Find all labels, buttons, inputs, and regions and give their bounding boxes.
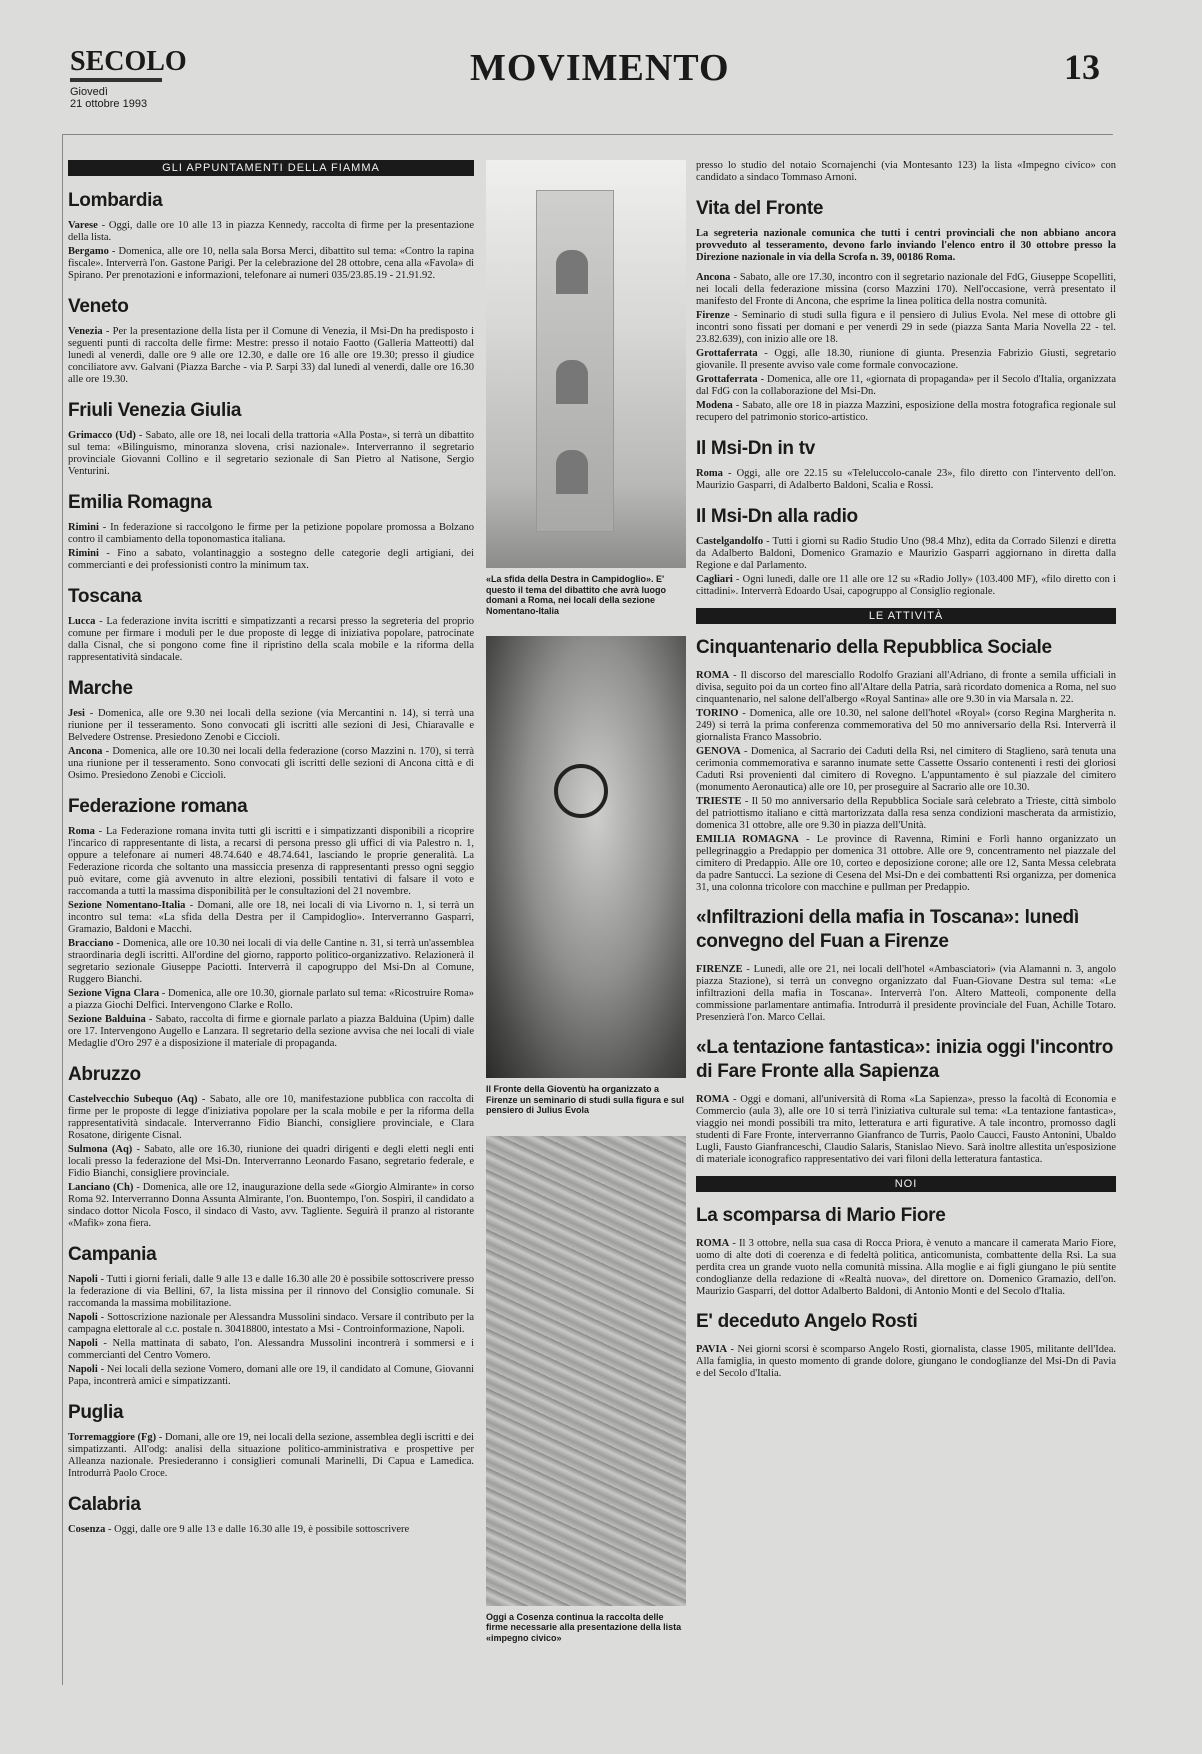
notice-paragraph [696, 834, 1116, 894]
section-heading: «La tentazione fantastica»: inizia oggi l'incontro di Fare Fronte alla Sapienza [696, 1037, 1114, 1082]
notice-paragraph [68, 988, 474, 1012]
notice-paragraph [68, 616, 474, 664]
section-heading: Il Msi-Dn alla radio [696, 506, 858, 527]
notice-text: - Sabato, alle ore 18, nei locali della trattoria «Alla Posta», si terrà un dibattito sul tema: «Bilinguismo, minoranza slovena, crisi nazionale». Interverranno il segretario provinciale Giovanni Collino e il segretario sezionale di San Pietro al Natisone, Sergio Venturini. [68, 430, 474, 477]
notice-paragraph [696, 1238, 1116, 1298]
notice-text: - Sabato, alle ore 10, manifestazione pubblica con raccolta di firme per le proposte di legge d'iniziativa popolare per la scala mobile e per la riforma della rappresentatività sindacale. Interverranno Fidio Bianchi, consigliere provinciale, e Clara Rosatone, dirigente Cisnal. [68, 1094, 474, 1141]
notice-paragraph [68, 708, 474, 744]
notice-paragraph [68, 938, 474, 986]
notice-paragraph [68, 1182, 474, 1230]
notice-lead: Cagliari [696, 574, 733, 585]
notice-lead: Rimini [68, 522, 99, 533]
notice-text: - In federazione si raccolgono le firme per la petizione popolare promossa a Bolzano contro il cambiamento della toponomastica italiana. [68, 522, 474, 545]
notice-lead: Ancona [68, 746, 103, 757]
page-number: 13 [1064, 47, 1100, 87]
appointments-banner: GLI APPUNTAMENTI DELLA FIAMMA [68, 160, 474, 176]
section-heading: Toscana [68, 586, 142, 607]
notice-paragraph [696, 468, 1116, 492]
column-photos [486, 160, 686, 1680]
notice-lead: Lanciano (Ch) [68, 1182, 134, 1193]
notice-paragraph [68, 1094, 474, 1142]
portrait-photo [486, 636, 686, 1078]
notice-lead: Roma [68, 826, 95, 837]
activities-body [696, 636, 1116, 1166]
notice-lead: Grimacco (Ud) [68, 430, 136, 441]
building-photo [486, 160, 686, 568]
notice-paragraph [68, 1364, 474, 1388]
notice-paragraph [696, 374, 1116, 398]
notice-paragraph [696, 708, 1116, 744]
notice-lead: Roma [696, 468, 723, 479]
notice-lead: Napoli [68, 1364, 98, 1375]
eyeglasses-shape [554, 764, 608, 818]
notice-paragraph [696, 670, 1116, 706]
notice-text: - Oggi, alle 18.30, riunione di giunta. Presenzia Fabrizio Giusti, segretario giovanile. Il presente avviso vale come formale convocazione. [696, 348, 1116, 371]
section-heading: Puglia [68, 1402, 124, 1423]
notice-text: - Sabato, raccolta di firme e giornale parlato a piazza Balduina (Upim) dalle ore 17. Intervengono Augello e Lanzara. Il segretario della sezione avvisa che nei locali di viale Medaglie d'Oro 297 è a disposizione il materiale di propaganda. [68, 1014, 474, 1049]
section-heading: Veneto [68, 296, 129, 317]
notice-paragraph [68, 1312, 474, 1336]
notice-paragraph [68, 522, 474, 546]
section-heading: Calabria [68, 1494, 141, 1515]
notice-lead: ROMA [696, 1094, 730, 1105]
notice-lead: Sezione Vigna Clara [68, 988, 160, 999]
bold-notice: La segreteria nazionale comunica che tutti i centri provinciali che non abbiano ancora provveduto al tesseramento, devono farlo inviando l'elenco entro il 30 ottobre presso la Direzione nazionale in via della Scrofa n. 39, 00186 Roma. [696, 228, 1116, 263]
notice-paragraph [696, 1344, 1116, 1380]
notice-text: - Le province di Ravenna, Rimini e Forlì hanno organizzato un pellegrinaggio a Predappio per domenica 31 ottobre. Alle ore 9, concentramento nel piazzale del cimitero di Predappio. Alle ore 10, corteo e deposizione corone; alle ore 12, Santa Messa celebrata da padre Santucci. La sezione di Cesena del Msi-Dn e dei combattenti Rsi organizza, per domenica 31, una colonna tricolore con macchine e pullman per Predappio. [696, 834, 1116, 893]
notice-text: - Domenica, alle ore 12, inaugurazione della sede «Giorgio Almirante» in corso Roma 92. Interverranno Donna Assunta Almirante, l'on. Buontempo, l'on. Sospiri, il candidato a sindaco dottor Nicola Fosco, il sindaco di Vasto, avv. Tagliente. Seguirà il pranzo al ristorante «Mafik» zona fiera. [68, 1182, 474, 1229]
notice-text: - Ogni lunedì, dalle ore 11 alle ore 12 su «Radio Jolly» (103.400 MF), «filo diretto con i cittadini». Interverrà Edoardo Usai, capogruppo al Consiglio regionale. [696, 574, 1116, 597]
noi-banner: NOI [696, 1176, 1116, 1192]
notice-text: - Domani, alle ore 18, nei locali di via Livorno n. 1, si terrà un incontro sul tema: «La sfida della Destra per il Campidoglio». Interverranno Gasparri, Gramazio, Baldoni e Macchi. [68, 900, 474, 935]
notice-lead: Cosenza [68, 1524, 106, 1535]
section-heading: Friuli Venezia Giulia [68, 400, 242, 421]
section-heading: Emilia Romagna [68, 492, 212, 513]
photo-caption-2: Il Fronte della Gioventù ha organizzato a Firenze un seminario di studi sulla figura e sul pensiero di Julius Evola [486, 1084, 685, 1115]
notice-text: - Fino a sabato, volantinaggio a sostegno delle categorie degli artigiani, dei commercianti e dei professionisti contro la minimum tax. [68, 548, 474, 571]
notice-lead: Sezione Nomentano-Italia [68, 900, 186, 911]
notice-paragraph [696, 746, 1116, 794]
notice-text: - Domenica, alle ore 10.30, nel salone dell'hotel «Royal» (corso Regina Margherita n. 249) si terrà la prima conferenza commemorativa del 50 mo anniversario della Rsi. Interverrà il giornalista Franco Massobrio. [696, 708, 1116, 743]
section-heading: Federazione romana [68, 796, 248, 817]
notice-lead: Jesi [68, 708, 85, 719]
notice-paragraph [68, 430, 474, 478]
activities-banner: LE ATTIVITÀ [696, 608, 1116, 624]
notice-paragraph [696, 796, 1116, 832]
notice-text: - Sabato, alle ore 18 in piazza Mazzini, esposizione della mostra fotografica regionale sul recupero del patrimonio storico-artistico. [696, 400, 1116, 423]
notice-lead: TORINO [696, 708, 739, 719]
notice-text: - Domani, alle ore 19, nei locali della sezione, assemblea degli iscritti e dei simpatizzanti. All'odg: analisi della situazione politico-amministrativa e prospettive per Alleanza nazionale. Presiederanno i consiglieri comunali Marinelli, Di Capua e Lamedica. Introdurrà Paolo Croce. [68, 1432, 474, 1479]
notice-paragraph [68, 1338, 474, 1362]
noi-body [696, 1204, 1116, 1380]
notice-text: - Il 3 ottobre, nella sua casa di Rocca Priora, è venuto a mancare il camerata Mario Fiore, uomo di alte doti di coerenza e di fedeltà politica, anticomunista, combattente della Rsi. La sua perdita crea un grande vuoto nella comunità missina. Alla moglie e ai figli giungano le più sentite condoglianze della redazione di «Realtà nuova», del direttore on. Domenico Gramazio, dell'on. Maurizio Gasparri, del dottor Adalberto Baldoni, di Antonio Monti e del Secolo d'Italia. [696, 1238, 1116, 1297]
column-appointments [68, 160, 474, 1680]
notice-lead: Napoli [68, 1338, 98, 1349]
notice-text: - Nella mattinata di sabato, l'on. Alessandra Mussolini incontrerà i sommersi e i commercianti del Centro Vomero. [68, 1338, 474, 1361]
notice-lead: Bracciano [68, 938, 114, 949]
notice-text: - Lunedì, alle ore 21, nei locali dell'hotel «Ambasciatori» (via Alamanni n. 3, angolo piazza Stazione), si terrà un convegno organizzato dal Fuan-Giovane Destra sul tema: «Le infiltrazioni della mafia in Toscana». Interverrà l'on. Altero Matteoli, componente della commissione parlamentare antimafia. Introdurrà il presidente provinciale del Fuan, Achille Totaro. Presenzierà l'on. Marco Cellai. [696, 964, 1116, 1023]
notice-paragraph [68, 746, 474, 782]
notice-text: - La Federazione romana invita tutti gli iscritti e i simpatizzanti disponibili a ricoprire l'incarico di rappresentante di lista, a recarsi di persona presso gli uffici di via Palestro n. 1, oppure a telefonare ai numeri 48.74.640 e 48.74.641, lasciando le proprie generalità. La Federazione ricorda che soltanto una massiccia presenza di rappresentanti presso ogni seggio può evitare, come già avvenuto in altre elezioni, possibili tentativi di falsare il voto e raccomanda a tutti la massima disponibilità per le consultazioni del 21 novembre. [68, 826, 474, 897]
notice-lead: Napoli [68, 1312, 98, 1323]
notice-lead: Firenze [696, 310, 730, 321]
notice-paragraph [68, 1274, 474, 1310]
notice-text: - Domenica, alle ore 10.30 nei locali della federazione (corso Mazzini n. 170), si terrà una riunione per il tesseramento. Sono convocati gli iscritti delle sezioni di Ancona città e di Osimo. Presiedono Zenobi e Ciccioli. [68, 746, 474, 781]
section-heading: Campania [68, 1244, 157, 1265]
section-heading: Lombardia [68, 190, 163, 211]
logo-underline [70, 78, 162, 82]
column-news [696, 160, 1116, 1680]
notice-paragraph [696, 348, 1116, 372]
notice-paragraph [68, 326, 474, 386]
notice-lead: Torremaggiore (Fg) [68, 1432, 157, 1443]
notice-text: - Domenica, alle ore 9.30 nei locali della sezione (via Mercantini n. 14), si terrà una riunione per il tesseramento. Sono convocati gli iscritti alle sezioni di Jesi, Chiaravalle e Belvedere Ostrense. Presiedono Zenobi e Ciccioli. [68, 708, 474, 743]
section-heading: Marche [68, 678, 133, 699]
notice-lead: Grottaferrata [696, 348, 758, 359]
notice-lead: PAVIA [696, 1344, 728, 1355]
notice-lead: Modena [696, 400, 733, 411]
notice-text: - Oggi, dalle ore 10 alle 13 in piazza Kennedy, raccolta di firme per la presentazione della lista. [68, 220, 474, 243]
notice-lead: ROMA [696, 670, 730, 681]
notice-text: - Nei locali della sezione Vomero, domani alle ore 19, il candidato al Comune, Giovanni Papa, incontrerà amici e simpatizzanti. [68, 1364, 474, 1387]
notice-paragraph [696, 964, 1116, 1024]
notice-text: - Nei giorni scorsi è scomparso Angelo Rosti, giornalista, classe 1905, militante dell'Idea. Alla famiglia, in questo momento di grande dolore, giungano le condoglianze del Msi-Dn di Pavia e del Secolo d'Italia. [696, 1344, 1116, 1379]
notice-text: - Oggi, dalle ore 9 alle 13 e dalle 16.30 alle 19, è possibile sottoscrivere [105, 1524, 410, 1535]
notice-paragraph [68, 548, 474, 572]
notice-text: - Il 50 mo anniversario della Repubblica Sociale sarà celebrato a Trieste, città simbolo del patriottismo italiano e città martorizzata dalla resa senza condizioni mascherata da armistizio, domenica 31 ottobre, alle ore 9.30 in piazza dell'Unità. [696, 796, 1116, 831]
notice-text: - Tutti i giorni su Radio Studio Uno (98.4 Mhz), edita da Corrado Silenzi e diretta da Adalberto Baldoni, Domenico Gramazio e Maurizio Gasparri aggiornano in diretta dalla Regione e dal Parlamento. [696, 536, 1116, 571]
notice-lead: Sulmona (Aq) [68, 1144, 133, 1155]
notice-text: - Domenica, alle ore 10.30, giornale parlato sul tema: «Ricostruire Roma» a piazza Giochi Delfici. Intervengono Clarke e Rollo. [68, 988, 474, 1011]
notice-paragraph [696, 574, 1116, 598]
section-heading: Il Msi-Dn in tv [696, 438, 816, 459]
notice-paragraph [68, 900, 474, 936]
aerial-photo [486, 1136, 686, 1606]
fronte-sections [696, 198, 1116, 598]
newspaper-logo: SECOLO [70, 46, 187, 77]
continued-intro: presso lo studio del notaio Scornajenchi (via Montesanto 123) la lista «Impegno civico» con candidato a sindaco Tommaso Arnoni. [696, 160, 1116, 183]
notice-text: - Sabato, alle ore 17.30, incontro con il segretario nazionale del FdG, Giuseppe Scopelliti, nei locali della federazione missina (corso Mazzini 170). Nell'occasione, verrà presentato il manifesto del Fronte di Ancona, che esprime la linea politica della nostra comunità. [696, 272, 1116, 307]
notice-paragraph [696, 400, 1116, 424]
notice-text: - Oggi, alle ore 22.15 su «Teleluccolo-canale 23», filo diretto con l'intervento dell'on. Maurizio Gasparri, di Adalberto Baldoni, Scalia e Rossi. [696, 468, 1116, 491]
notice-lead: Sezione Balduina [68, 1014, 146, 1025]
notice-paragraph [68, 1014, 474, 1050]
issue-day: Giovedì [70, 86, 108, 98]
notice-lead: TRIESTE [696, 796, 742, 807]
notice-paragraph [696, 272, 1116, 308]
notice-lead: EMILIA ROMAGNA [696, 834, 799, 845]
notice-text: - Domenica, alle ore 10, nella sala Borsa Merci, dibattito sul tema: «Contro la rapina fiscale». Interverrà l'on. Gastone Parigi. Per la celebrazione del 28 ottobre, cena alla «Favola» di Spirano. Per prenotazioni e informazioni, telefonare ai numeri 035/23.85.19 - 21.91.92. [68, 246, 474, 281]
notice-paragraph [68, 220, 474, 244]
issue-date [70, 86, 147, 110]
appointments-body [68, 190, 474, 1536]
notice-paragraph [696, 310, 1116, 346]
notice-text: - Per la presentazione della lista per il Comune di Venezia, il Msi-Dn ha predisposto i seguenti punti di raccolta delle firme: Mestre: presso il notaio Faotto (Galleria Matteotti) dal lunedì al venerdì, dalle ore 9 alle ore 12.30, e dalle ore 16 alle ore 19.30; presso il giudice conciliatore avv. Galvani (Piazza Barche - via P. Sarpi 33) dal lunedì al venerdì, dalle ore 16.30 alle ore 19.30. [68, 326, 474, 385]
section-heading: E' deceduto Angelo Rosti [696, 1311, 918, 1332]
window-shape [556, 250, 588, 294]
masthead [70, 44, 1100, 114]
section-title: MOVIMENTO [470, 47, 730, 89]
notice-lead: Napoli [68, 1274, 98, 1285]
notice-text: - Domenica, alle ore 11, «giornata di propaganda» per il Secolo d'Italia, organizzata dal FdG con la collaborazione del Msi-Dn. [696, 374, 1116, 397]
photo-caption-3: Oggi a Cosenza continua la raccolta delle firme necessarie alla presentazione della lista «impegno civico» [486, 1611, 682, 1643]
notice-text: - Seminario di studi sulla figura e il pensiero di Julius Evola. Nel mese di ottobre gli incontri sono fissati per domani e per venerdì 29 in sede (piazza Santa Maria Novella 22 - tel. 23.82.639), con inizio alle ore 18. [696, 310, 1116, 345]
issue-full-date: 21 ottobre 1993 [70, 98, 148, 110]
notice-lead: Rimini [68, 548, 99, 559]
notice-paragraph [68, 1144, 474, 1180]
notice-text: - La federazione invita iscritti e simpatizzanti a recarsi presso la segreteria del proprio comune per firmare i moduli per le due proposte di legge di iniziativa popolare, patrocinate dalla Cisnal, che si pongono come fine il ripristino della scala mobile e la riforma della rappresentatività sindacale. [68, 616, 474, 663]
notice-text: - Sottoscrizione nazionale per Alessandra Mussolini sindaco. Versare il contributo per la campagna elettorale al c.c. postale n. 30418800, intestato a Msi - Controinformazione, Napoli. [68, 1312, 474, 1335]
notice-lead: Ancona [696, 272, 731, 283]
notice-lead: Castelvecchio Subequo (Aq) [68, 1094, 198, 1105]
notice-lead: Varese [68, 220, 98, 231]
notice-lead: Venezia [68, 326, 103, 337]
notice-text: - Sabato, alle ore 16.30, riunione dei quadri dirigenti e degli eletti negli enti locali presso la federazione del Msi-Dn. Interverranno Leonardo Fasano, segretario federale, e Fidio Bianchi, consigliere provinciale. [68, 1144, 474, 1179]
section-heading: La scomparsa di Mario Fiore [696, 1205, 946, 1226]
notice-text: - Domenica, al Sacrario dei Caduti della Rsi, nel cimitero di Staglieno, sarà tenuta una cerimonia commemorativa e saranno inumate sette Cassette Ossario contenenti i resti dei gloriosi Caduti Rsi provenienti dal cimitero di Rovegno. L'appuntamento è sul piazzale del cimitero (monumento Aeronautica) alle ore 10, per proseguire al Sacrario alle ore 10.30. [696, 746, 1116, 793]
notice-lead: ROMA [696, 1238, 730, 1249]
section-heading: Vita del Fronte [696, 198, 824, 219]
notice-text: - Domenica, alle ore 10.30 nei locali di via delle Cantine n. 31, si terrà un'assemblea straordinaria degli iscritti. All'ordine del giorno, rapporto politico-organizzativo. Relazionerà il segretario sezionale Giuseppe Paciotti. Interverrà il capogruppo del Msi-Dn al Comune, Ruggero Bianchi. [68, 938, 474, 985]
photo-caption-1: «La sfida della Destra in Campidoglio». E' questo il tema del dibattito che avrà luogo domani a Roma, nei locali della sezione Nomentano-Italia [486, 574, 667, 616]
notice-paragraph [68, 1524, 474, 1536]
notice-lead: Grottaferrata [696, 374, 758, 385]
section-heading: Abruzzo [68, 1064, 141, 1085]
section-heading: Cinquantenario della Repubblica Sociale [696, 637, 1052, 658]
notice-paragraph [68, 1432, 474, 1480]
window-shape [556, 360, 588, 404]
notice-paragraph [696, 536, 1116, 572]
notice-text: - Oggi e domani, all'università di Roma «La Sapienza», presso la facoltà di Economia e Commercio (aula 3), alle ore 10 si terrà l'iniziativa culturale sul tema: «La tentazione fantastica», viaggio nei mondi possibili tra mito, letteratura e arti figurative. A tale incontro, promosso dagli studenti di Fare Fronte, interverranno Gianfranco de Turris, Paolo Caucci, Fausto Antonini, Ubaldo Lugli, Fausto Gianfranceschi, Claudio Salaris, Stanislao Nievo. Sarà inoltre allestita un'esposizione di materiale iconografico rappresentativo dei vari filoni della letteratura fantastica. [696, 1094, 1116, 1165]
notice-paragraph [68, 246, 474, 282]
notice-paragraph [696, 1094, 1116, 1166]
notice-lead: Bergamo [68, 246, 109, 257]
section-heading: «Infiltrazioni della mafia in Toscana»: lunedì convegno del Fuan a Firenze [696, 907, 1079, 952]
notice-paragraph [68, 826, 474, 898]
notice-text: - Tutti i giorni feriali, dalle 9 alle 13 e dalle 16.30 alle 20 è possibile sottoscrivere presso la federazione di via Bellini, 67, la lista missina per il rinnovo del Consiglio comunale. Si raccomanda la massima mobilitazione. [68, 1274, 474, 1309]
window-shape [556, 450, 588, 494]
notice-lead: FIRENZE [696, 964, 743, 975]
notice-lead: Castelgandolfo [696, 536, 764, 547]
notice-lead: GENOVA [696, 746, 741, 757]
notice-lead: Lucca [68, 616, 96, 627]
notice-text: - Il discorso del maresciallo Rodolfo Graziani all'Adriano, di fronte a semila ufficiali in divisa, seguito poi da un corteo fino all'Altare della Patria, sarà ricordato domenica a Roma, nel suo cinquantenario, nel salone dell'albergo «Royal Santina» alle ore 9.30 in via Marsala n. 22. [696, 670, 1116, 705]
